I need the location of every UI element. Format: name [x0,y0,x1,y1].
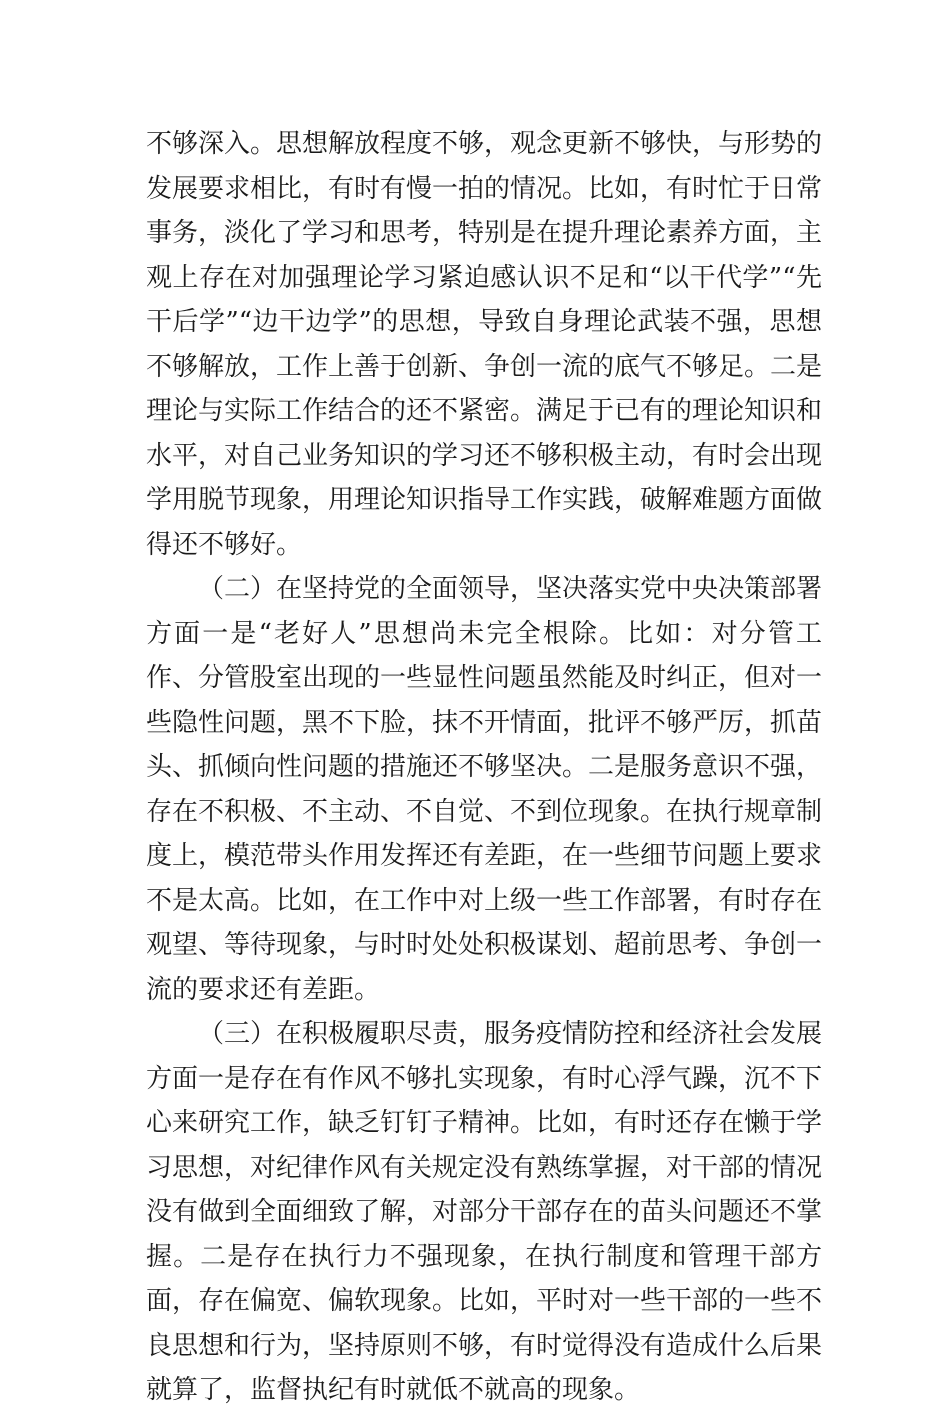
paragraph-section-three: （三）在积极履职尽责，服务疫情防控和经济社会发展方面一是存在有作风不够扎实现象，有时心浮气躁，沉不下心来研究工作，缺乏钉钉子精神。比如，有时还存在懒于学习思想，对纪律作风有关规定没有熟练掌握，对干部的情况没有做到全面细致了解，对部分干部存在的苗头问题还不掌握。二是存在执行力不强现象，在执行制度和管理干部方面，存在偏宽、偏软现象。比如，平时对一些干部的一些不良思想和行为，坚持原则不够，有时觉得没有造成什么后果就算了，监督执纪有时就低不就高的现象。 [146,1019,823,1405]
paragraph-continuation: 不够深入。思想解放程度不够，观念更新不够快，与形势的发展要求相比，有时有慢一拍的情况。比如，有时忙于日常事务，淡化了学习和思考，特别是在提升理论素养方面，主观上存在对加强理论学习紧迫感认识不足和“以干代学”“先干后学”“边干边学”的思想，导致自身理论武装不强，思想不够解放，工作上善于创新、争创一流的底气不够足。二是理论与实际工作结合的还不紧密。满足于已有的理论知识和水平，对自己业务知识的学习还不够积极主动，有时会出现学用脱节现象，用理论知识指导工作实践，破解难题方面做得还不够好。 [146,129,823,560]
paragraph-section-two: （二）在坚持党的全面领导，坚决落实党中央决策部署方面一是“老好人”思想尚未完全根除。比如：对分管工作、分管股室出现的一些显性问题虽然能及时纠正，但对一些隐性问题，黑不下脸，抹不开情面，批评不够严厉，抓苗头、抓倾向性问题的措施还不够坚决。二是服务意识不强，存在不积极、不主动、不自觉、不到位现象。在执行规章制度上，模范带头作用发挥还有差距，在一些细节问题上要求不是太高。比如，在工作中对上级一些工作部署，有时存在观望、等待现象，与时时处处积极谋划、超前思考、争创一流的要求还有差距。 [146,574,823,1005]
document-body [146,122,822,1413]
